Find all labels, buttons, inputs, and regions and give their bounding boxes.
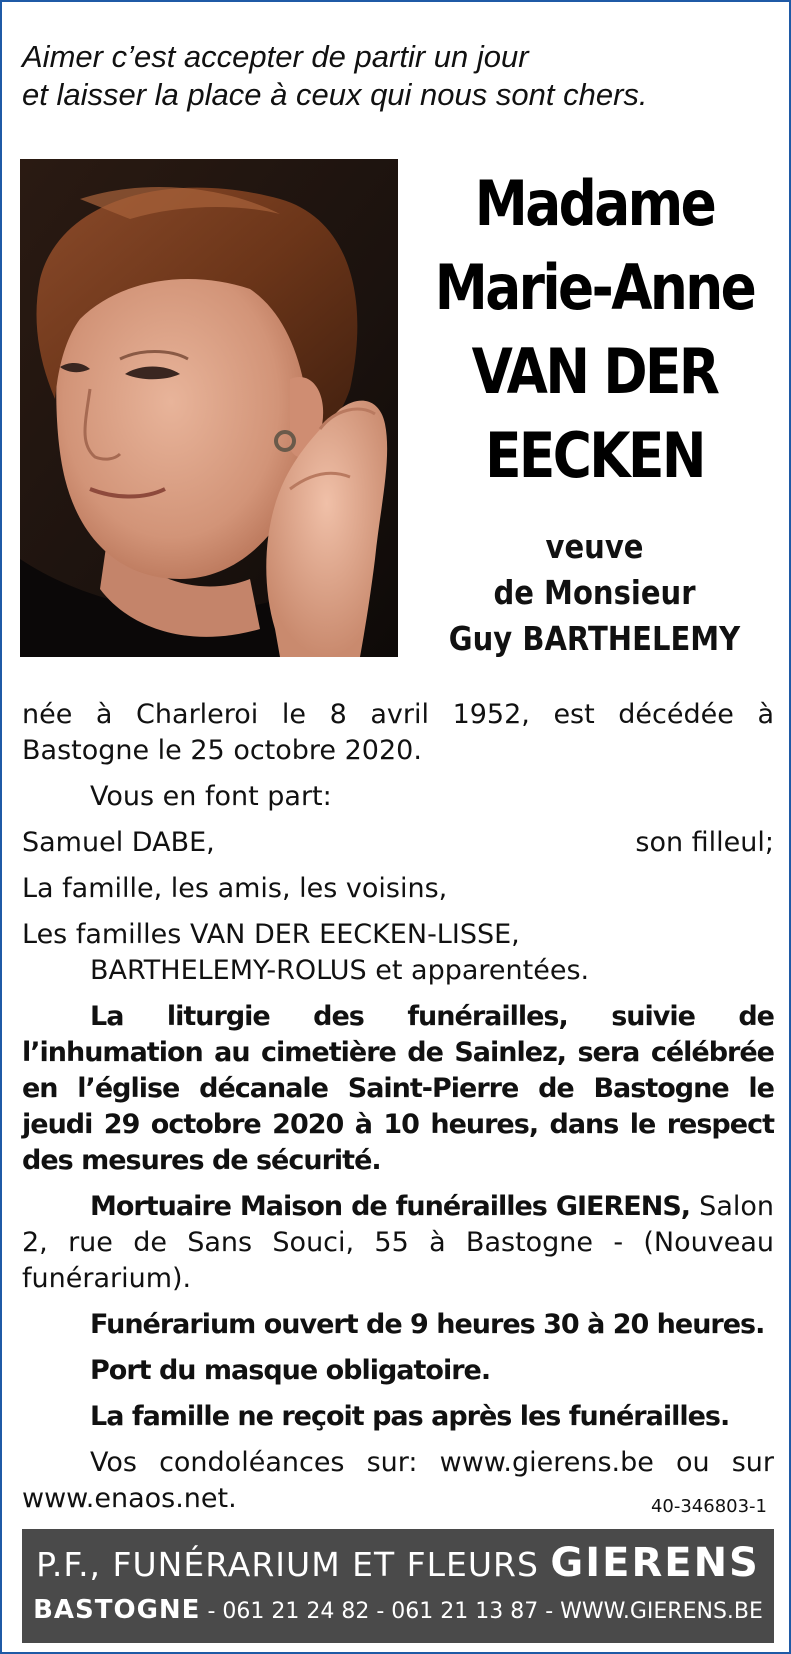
banner-line-1 bbox=[22, 1540, 774, 1586]
banner-prefix: P.F., FUNÉRARIUM ET FLEURS bbox=[36, 1545, 539, 1584]
family-line-1: La famille, les amis, les voisins, bbox=[22, 873, 448, 904]
obituary-text bbox=[22, 697, 774, 1517]
mortuary-name: Mortuaire Maison de funérailles GIERENS, bbox=[90, 1191, 691, 1222]
banner-line-2 bbox=[22, 1593, 774, 1629]
no-visit-notice: La famille ne reçoit pas après les funérailles. bbox=[90, 1401, 730, 1432]
announcement-text: Vous en font part: bbox=[90, 781, 332, 812]
mask-notice: Port du masque obligatoire. bbox=[90, 1355, 491, 1386]
portrait-photo bbox=[20, 159, 398, 657]
mourner-relation: son filleul; bbox=[635, 827, 774, 858]
funerarium-hours: Funérarium ouvert de 9 heures 30 à 20 heures. bbox=[90, 1309, 765, 1340]
last-name-line-2: EECKEN bbox=[485, 419, 704, 492]
condolences-text: Vos condoléances sur: www.gierens.be ou sur www.enaos.net. bbox=[22, 1447, 774, 1514]
widow-label: veuve bbox=[545, 527, 644, 566]
deceased-name-block bbox=[407, 162, 782, 662]
mourner-row bbox=[22, 825, 774, 861]
honorific: Madame bbox=[474, 167, 715, 240]
mortuary-text bbox=[22, 1189, 774, 1297]
banner-brand: GIERENS bbox=[550, 1540, 760, 1586]
birth-death-text: née à Charleroi le 8 avril 1952, est décédée à Bastogne le 25 octobre 2020. bbox=[22, 699, 774, 766]
first-name: Marie-Anne bbox=[434, 251, 755, 324]
liturgy-text: La liturgie des funérailles, suivie de l’inhumation au cimetière de Sainlez, sera célébrée en l’église décanale Saint-Pierre de Bastogne le jeudi 29 octobre 2020 à 10 heures, dans le respect des mesures de sécurité. bbox=[22, 1001, 774, 1176]
reference-number: 40-346803-1 bbox=[650, 1496, 767, 1517]
epitaph-quote bbox=[22, 38, 762, 114]
banner-city: BASTOGNE bbox=[33, 1595, 201, 1625]
spouse-name: Guy BARTHELEMY bbox=[448, 619, 741, 658]
family-line-3: BARTHELEMY-ROLUS et apparentées. bbox=[90, 955, 590, 986]
widow-of: de Monsieur bbox=[493, 573, 696, 612]
quote-line-1: Aimer c’est accepter de partir un jour bbox=[22, 39, 529, 74]
quote-line-2: et laisser la place à ceux qui nous sont chers. bbox=[22, 77, 648, 112]
last-name-line-1: VAN DER bbox=[471, 335, 718, 408]
family-line-2: Les familles VAN DER EECKEN-LISSE, bbox=[22, 919, 520, 950]
banner-contact: - 061 21 24 82 - 061 21 13 87 - WWW.GIERENS.BE bbox=[200, 1599, 763, 1624]
funeral-home-banner bbox=[22, 1529, 774, 1643]
mortuary-address: Salon 2, rue de Sans Souci, 55 à Bastogne - (Nouveau funérarium). bbox=[22, 1191, 774, 1294]
mourner-name: Samuel DABE, bbox=[22, 827, 215, 858]
